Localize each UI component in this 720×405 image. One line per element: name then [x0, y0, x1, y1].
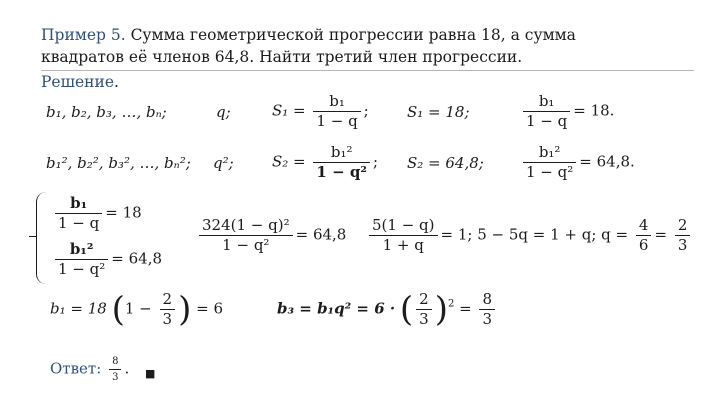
problem-statement — [41, 24, 691, 68]
row1-equation: $\frac{\text{b₁}}{1 - q}$ = 18. — [520, 94, 614, 129]
b3-calculation: b₃ = b₁q² = 6 · ( $\frac{2}{3}$ )$^2$ = $\frac{8}{3}$ — [277, 292, 498, 327]
system-eq2: $\frac{\text{b₁²}}{\text{1 − q²}}$ = 64,8 — [52, 242, 162, 277]
row1-ratio: q; — [216, 103, 231, 121]
solution-period: . — [114, 73, 119, 91]
row2-sequence: b₁², b₂², b₃², …, bₙ²; — [46, 154, 191, 172]
problem-text-line2: квадратов её членов 64,8. Найти третий член прогрессии. — [41, 48, 523, 66]
header-divider — [41, 70, 694, 71]
row2-ratio: q²; — [213, 154, 234, 172]
answer-fraction: $\frac{8}{3}$ — [109, 356, 121, 383]
row1-sum-value: S₁ = 18; — [407, 103, 470, 121]
row2-sum-fraction: $\frac{\text{b₁²}}{\text{1 − q²}}$ — [313, 145, 370, 180]
row2-equation-fraction: $\frac{\text{b₁²}}{\text{1 − q²}}$ — [523, 145, 576, 180]
system-brace — [36, 192, 49, 284]
answer-label: Ответ: — [50, 359, 102, 378]
b1-calculation: b₁ = 18 (1 − $\frac{2}{3}$ ) = 6 — [50, 289, 224, 330]
row1-sum-fraction: $\frac{\text{b₁}}{1 - q}$ — [313, 94, 360, 129]
solution-label: Решение — [41, 73, 115, 91]
end-of-proof-mark: ■ — [145, 367, 156, 380]
row2-sum-definition: S₂ = $\frac{\text{b₁²}}{\text{1 − q²}}$ ; — [272, 143, 378, 181]
row2-equation: $\frac{\text{b₁²}}{\text{1 − q²}}$ = 64,8. — [520, 145, 635, 180]
system-eq1: $\frac{\text{b₁}}{1 - q}$ = 18 — [52, 196, 142, 231]
answer: Ответ: $\frac{8}{3}$ . — [50, 356, 130, 383]
solution-heading — [41, 73, 119, 91]
row2-sum-value: S₂ = 64,8; — [407, 154, 484, 172]
row1-equation-fraction: $\frac{\text{b₁}}{1 - q}$ — [523, 94, 570, 129]
derivation-step1: $\frac{\text{324(1 − q)²}}{\text{1 − q²}}$ = 64,8 — [196, 218, 346, 253]
derivation-step2: $\frac{5(1 - q)}{1 + q}$ = 1; 5 − 5q = 1 + q; q = $\frac{4}{6}$ = $\frac{2}{3}$ — [366, 218, 693, 253]
problem-text-line1: Сумма геометрической прогрессии равна 18, а сумма — [125, 26, 576, 44]
row1-sum-definition: S₁ = $\frac{\text{b₁}}{1 - q}$ ; — [272, 92, 369, 130]
row1-sequence: b₁, b₂, b₃, …, bₙ; — [46, 103, 167, 121]
problem-label: Пример 5. — [41, 26, 126, 44]
